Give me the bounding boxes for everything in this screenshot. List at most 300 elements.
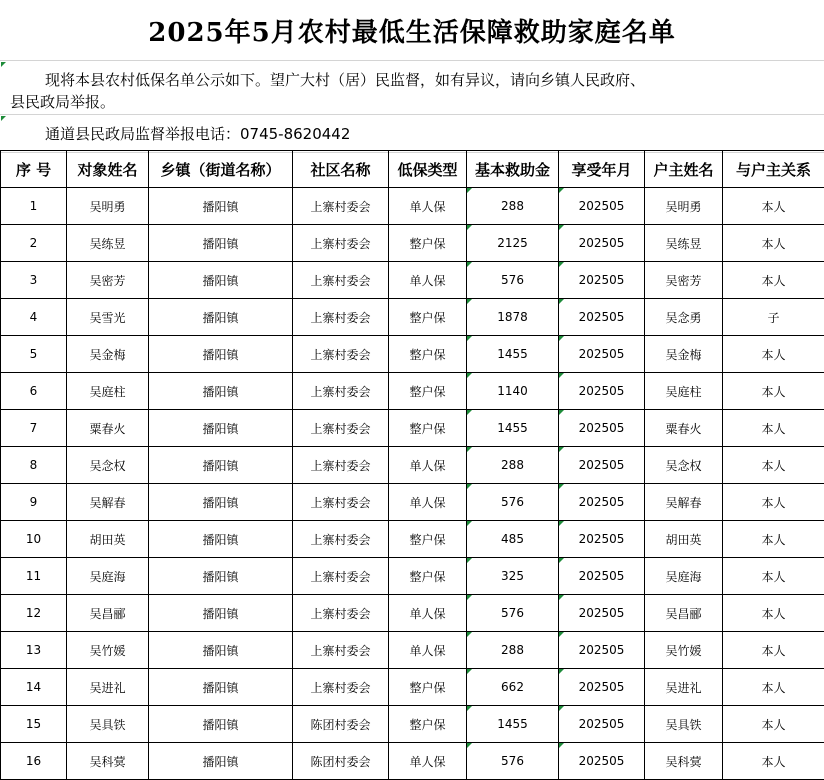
cell-text: 本人: [761, 347, 786, 362]
cell-householder[interactable]: [645, 410, 723, 447]
cell-text: 吴练昱: [665, 236, 702, 251]
cell-month[interactable]: [559, 188, 645, 225]
cell-text: 播阳镇: [202, 347, 239, 362]
cell-text: 202505: [578, 606, 625, 620]
cell-seq-no[interactable]: [1, 188, 67, 225]
cell-text: 陈团村委会: [310, 717, 371, 732]
cell-text: 7: [29, 421, 38, 435]
cell-community[interactable]: [293, 410, 389, 447]
cell-month[interactable]: [559, 299, 645, 336]
cell-relation[interactable]: [723, 632, 824, 669]
cell-text: 上寨村委会: [310, 421, 371, 436]
cell-seq-no[interactable]: [1, 447, 67, 484]
cell-recipient-name[interactable]: [67, 595, 149, 632]
cell-seq-no[interactable]: [1, 743, 67, 780]
cell-householder[interactable]: [645, 447, 723, 484]
cell-text: 吴解春: [89, 495, 126, 510]
cell-aid-type[interactable]: [389, 373, 467, 410]
recipient-table: [0, 150, 824, 780]
cell-township[interactable]: [149, 225, 293, 262]
cell-text: 吴进礼: [89, 680, 126, 695]
cell-text: 10: [25, 532, 42, 546]
cell-text: 吴昌郦: [89, 606, 126, 621]
cell-householder[interactable]: [645, 336, 723, 373]
title-row: [0, 0, 824, 61]
cell-township[interactable]: [149, 595, 293, 632]
cell-aid-type[interactable]: [389, 521, 467, 558]
cell-text: 本人: [761, 643, 786, 658]
table-row: [1, 743, 824, 780]
cell-text: 整户保: [409, 347, 446, 362]
cell-text: 6: [29, 384, 38, 398]
table-row: [1, 595, 824, 632]
cell-text: 上寨村委会: [310, 643, 371, 658]
cell-text: 576: [501, 495, 524, 509]
cell-month[interactable]: [559, 669, 645, 706]
notice-line-2: 县民政局举报。: [10, 93, 116, 111]
cell-recipient-name[interactable]: [67, 410, 149, 447]
cell-householder[interactable]: [645, 299, 723, 336]
cell-text: 202505: [578, 273, 625, 287]
cell-aid-type[interactable]: [389, 410, 467, 447]
cell-basic-allowance[interactable]: [467, 373, 559, 410]
cell-aid-type[interactable]: [389, 743, 467, 780]
cell-basic-allowance[interactable]: [467, 521, 559, 558]
cell-community[interactable]: [293, 188, 389, 225]
cell-text: 202505: [578, 717, 625, 731]
cell-month[interactable]: [559, 632, 645, 669]
cell-text: 粟春火: [89, 421, 126, 436]
cell-seq-no[interactable]: [1, 262, 67, 299]
cell-text: 播阳镇: [202, 680, 239, 695]
cell-seq-no[interactable]: [1, 299, 67, 336]
cell-recipient-name[interactable]: [67, 669, 149, 706]
cell-basic-allowance[interactable]: [467, 447, 559, 484]
cell-text: 吴竹媛: [89, 643, 126, 658]
cell-relation[interactable]: [723, 225, 824, 262]
column-header-recipient-name[interactable]: 对象姓名: [67, 151, 149, 188]
cell-aid-type[interactable]: [389, 188, 467, 225]
cell-basic-allowance[interactable]: [467, 743, 559, 780]
number-as-text-marker-icon: [467, 669, 472, 674]
cell-text: 本人: [761, 236, 786, 251]
cell-relation[interactable]: [723, 743, 824, 780]
cell-seq-no[interactable]: [1, 669, 67, 706]
cell-text: 单人保: [409, 199, 446, 214]
cell-recipient-name[interactable]: [67, 706, 149, 743]
phone-cell[interactable]: [0, 115, 824, 153]
cell-householder[interactable]: [645, 669, 723, 706]
cell-recipient-name[interactable]: [67, 743, 149, 780]
cell-householder[interactable]: [645, 558, 723, 595]
cell-township[interactable]: [149, 521, 293, 558]
number-as-text-marker-icon: [467, 410, 472, 415]
cell-text: 上寨村委会: [310, 495, 371, 510]
cell-text: 播阳镇: [202, 606, 239, 621]
cell-recipient-name[interactable]: [67, 558, 149, 595]
number-as-text-marker-icon: [559, 410, 564, 415]
cell-recipient-name[interactable]: [67, 373, 149, 410]
cell-text: 202505: [578, 532, 625, 546]
cell-text: 播阳镇: [202, 236, 239, 251]
cell-township[interactable]: [149, 484, 293, 521]
table-row: [1, 188, 824, 225]
cell-seq-no[interactable]: [1, 632, 67, 669]
column-header-basic-allowance[interactable]: 基本救助金: [467, 151, 559, 188]
cell-month[interactable]: [559, 558, 645, 595]
cell-text: 播阳镇: [202, 754, 239, 769]
cell-relation[interactable]: [723, 558, 824, 595]
number-as-text-marker-icon: [467, 188, 472, 193]
cell-relation[interactable]: [723, 595, 824, 632]
cell-township[interactable]: [149, 632, 293, 669]
cell-township[interactable]: [149, 188, 293, 225]
cell-householder[interactable]: [645, 373, 723, 410]
cell-text: 3: [29, 273, 38, 287]
cell-text: 吴解春: [665, 495, 702, 510]
cell-community[interactable]: [293, 373, 389, 410]
cell-text: 吴科蓂: [665, 754, 702, 769]
table-row: [1, 706, 824, 743]
cell-text: 胡田英: [665, 532, 702, 547]
number-as-text-marker-icon: [559, 669, 564, 674]
cell-month[interactable]: [559, 262, 645, 299]
cell-seq-no[interactable]: [1, 484, 67, 521]
cell-text: 4: [29, 310, 38, 324]
cell-seq-no[interactable]: [1, 373, 67, 410]
table-row: [1, 669, 824, 706]
cell-text: 本人: [761, 717, 786, 732]
page-title: 2025年5月农村最低生活保障救助家庭名单: [148, 17, 676, 48]
cell-recipient-name[interactable]: [67, 225, 149, 262]
cell-text: 202505: [578, 199, 625, 213]
cell-text: 2125: [497, 236, 528, 250]
cell-basic-allowance[interactable]: [467, 410, 559, 447]
cell-aid-type[interactable]: [389, 447, 467, 484]
cell-community[interactable]: [293, 632, 389, 669]
cell-text: 上寨村委会: [310, 199, 371, 214]
cell-text: 16: [25, 754, 42, 768]
number-as-text-marker-icon: [559, 262, 564, 267]
cell-text: 吴科蓂: [89, 754, 126, 769]
column-header-aid-type[interactable]: 低保类型: [389, 151, 467, 188]
cell-basic-allowance[interactable]: [467, 484, 559, 521]
cell-seq-no[interactable]: [1, 336, 67, 373]
cell-text: 288: [501, 458, 524, 472]
cell-text: 202505: [578, 347, 625, 361]
cell-seq-no[interactable]: [1, 558, 67, 595]
cell-relation[interactable]: [723, 299, 824, 336]
cell-text: 576: [501, 754, 524, 768]
cell-aid-type[interactable]: [389, 595, 467, 632]
cell-text: 吴练昱: [89, 236, 126, 251]
cell-text: 吴念权: [89, 458, 126, 473]
cell-seq-no[interactable]: [1, 595, 67, 632]
cell-aid-type[interactable]: [389, 706, 467, 743]
cell-relation[interactable]: [723, 410, 824, 447]
cell-month[interactable]: [559, 410, 645, 447]
cell-householder[interactable]: [645, 743, 723, 780]
cell-month[interactable]: [559, 484, 645, 521]
column-header-community[interactable]: 社区名称: [293, 151, 389, 188]
cell-community[interactable]: [293, 225, 389, 262]
cell-township[interactable]: [149, 410, 293, 447]
cell-text: 单人保: [409, 606, 446, 621]
cell-text: 9: [29, 495, 38, 509]
number-as-text-marker-icon: [559, 373, 564, 378]
cell-text: 播阳镇: [202, 495, 239, 510]
number-as-text-marker-icon: [467, 225, 472, 230]
cell-month[interactable]: [559, 521, 645, 558]
cell-text: 播阳镇: [202, 717, 239, 732]
number-as-text-marker-icon: [559, 484, 564, 489]
cell-recipient-name[interactable]: [67, 188, 149, 225]
cell-text: 上寨村委会: [310, 680, 371, 695]
cell-text: 202505: [578, 458, 625, 472]
cell-basic-allowance[interactable]: [467, 706, 559, 743]
number-as-text-marker-icon: [467, 336, 472, 341]
cell-community[interactable]: [293, 595, 389, 632]
cell-township[interactable]: [149, 706, 293, 743]
cell-text: 325: [501, 569, 524, 583]
cell-text: 上寨村委会: [310, 347, 371, 362]
cell-township[interactable]: [149, 299, 293, 336]
cell-text: 吴密芳: [665, 273, 702, 288]
cell-month[interactable]: [559, 595, 645, 632]
cell-community[interactable]: [293, 336, 389, 373]
cell-householder[interactable]: [645, 225, 723, 262]
cell-text: 288: [501, 199, 524, 213]
cell-community[interactable]: [293, 447, 389, 484]
cell-relation[interactable]: [723, 262, 824, 299]
table-row: [1, 521, 824, 558]
cell-text: 播阳镇: [202, 643, 239, 658]
table-row: [1, 484, 824, 521]
cell-month[interactable]: [559, 225, 645, 262]
cell-householder[interactable]: [645, 595, 723, 632]
number-as-text-marker-icon: [467, 447, 472, 452]
cell-basic-allowance[interactable]: [467, 595, 559, 632]
cell-text: 单人保: [409, 458, 446, 473]
cell-text: 本人: [761, 606, 786, 621]
column-header-township[interactable]: 乡镇（街道名称）: [149, 151, 293, 188]
cell-recipient-name[interactable]: [67, 299, 149, 336]
cell-text: 本人: [761, 754, 786, 769]
cell-text: 吴庭海: [665, 569, 702, 584]
cell-text: 播阳镇: [202, 199, 239, 214]
cell-recipient-name[interactable]: [67, 336, 149, 373]
cell-text: 1878: [497, 310, 528, 324]
number-as-text-marker-icon: [467, 558, 472, 563]
cell-text: 粟春火: [665, 421, 702, 436]
cell-text: 播阳镇: [202, 421, 239, 436]
number-as-text-marker-icon: [467, 484, 472, 489]
cell-relation[interactable]: [723, 447, 824, 484]
table-row: [1, 225, 824, 262]
cell-relation[interactable]: [723, 484, 824, 521]
cell-text: 本人: [761, 421, 786, 436]
cell-text: 本人: [761, 273, 786, 288]
cell-relation[interactable]: [723, 521, 824, 558]
cell-recipient-name[interactable]: [67, 262, 149, 299]
cell-text: 202505: [578, 236, 625, 250]
cell-month[interactable]: [559, 336, 645, 373]
cell-community[interactable]: [293, 299, 389, 336]
cell-text: 吴明勇: [665, 199, 702, 214]
cell-seq-no[interactable]: [1, 706, 67, 743]
table-row: [1, 632, 824, 669]
number-as-text-marker-icon: [559, 336, 564, 341]
number-as-text-marker-icon: [467, 299, 472, 304]
cell-relation[interactable]: [723, 373, 824, 410]
cell-householder[interactable]: [645, 188, 723, 225]
cell-aid-type[interactable]: [389, 669, 467, 706]
table-body: [1, 188, 824, 780]
cell-text: 202505: [578, 421, 625, 435]
cell-text: 播阳镇: [202, 384, 239, 399]
cell-township[interactable]: [149, 669, 293, 706]
number-as-text-marker-icon: [467, 521, 472, 526]
cell-relation[interactable]: [723, 336, 824, 373]
cell-householder[interactable]: [645, 262, 723, 299]
cell-basic-allowance[interactable]: [467, 262, 559, 299]
table-row: [1, 373, 824, 410]
cell-township[interactable]: [149, 262, 293, 299]
cell-text: 整户保: [409, 236, 446, 251]
cell-basic-allowance[interactable]: [467, 225, 559, 262]
cell-text: 662: [501, 680, 524, 694]
cell-text: 整户保: [409, 532, 446, 547]
cell-seq-no[interactable]: [1, 410, 67, 447]
cell-text: 播阳镇: [202, 458, 239, 473]
cell-community[interactable]: [293, 558, 389, 595]
cell-basic-allowance[interactable]: [467, 669, 559, 706]
cell-relation[interactable]: [723, 669, 824, 706]
notice-line-1: 现将本县农村低保名单公示如下。望广大村（居）民监督，如有异议，请向乡镇人民政府、: [45, 71, 646, 89]
cell-community[interactable]: [293, 706, 389, 743]
cell-householder[interactable]: [645, 632, 723, 669]
comment-marker-icon: [1, 116, 6, 121]
cell-text: 吴金梅: [89, 347, 126, 362]
cell-text: 吴庭柱: [89, 384, 126, 399]
column-header-month[interactable]: 享受年月: [559, 151, 645, 188]
cell-text: 上寨村委会: [310, 310, 371, 325]
cell-text: 吴竹媛: [665, 643, 702, 658]
column-header-householder[interactable]: 户主姓名: [645, 151, 723, 188]
cell-community[interactable]: [293, 743, 389, 780]
cell-text: 播阳镇: [202, 310, 239, 325]
cell-community[interactable]: [293, 484, 389, 521]
cell-recipient-name[interactable]: [67, 484, 149, 521]
cell-month[interactable]: [559, 706, 645, 743]
cell-recipient-name[interactable]: [67, 447, 149, 484]
cell-aid-type[interactable]: [389, 225, 467, 262]
cell-text: 单人保: [409, 495, 446, 510]
cell-text: 吴金梅: [665, 347, 702, 362]
cell-text: 14: [25, 680, 42, 694]
number-as-text-marker-icon: [559, 632, 564, 637]
number-as-text-marker-icon: [467, 262, 472, 267]
cell-text: 吴庭柱: [665, 384, 702, 399]
cell-text: 485: [501, 532, 524, 546]
cell-text: 子: [767, 310, 780, 325]
cell-text: 576: [501, 606, 524, 620]
cell-township[interactable]: [149, 373, 293, 410]
cell-relation[interactable]: [723, 706, 824, 743]
cell-text: 2: [29, 236, 38, 250]
cell-text: 202505: [578, 495, 625, 509]
cell-text: 吴昌郦: [665, 606, 702, 621]
number-as-text-marker-icon: [559, 447, 564, 452]
cell-community[interactable]: [293, 521, 389, 558]
cell-householder[interactable]: [645, 484, 723, 521]
cell-aid-type[interactable]: [389, 484, 467, 521]
number-as-text-marker-icon: [559, 188, 564, 193]
cell-householder[interactable]: [645, 706, 723, 743]
cell-aid-type[interactable]: [389, 299, 467, 336]
table-row: [1, 299, 824, 336]
cell-text: 202505: [578, 643, 625, 657]
column-header-relation[interactable]: 与户主关系: [723, 151, 824, 188]
cell-text: 吴进礼: [665, 680, 702, 695]
cell-recipient-name[interactable]: [67, 521, 149, 558]
cell-month[interactable]: [559, 743, 645, 780]
cell-month[interactable]: [559, 447, 645, 484]
cell-basic-allowance[interactable]: [467, 336, 559, 373]
number-as-text-marker-icon: [559, 706, 564, 711]
cell-aid-type[interactable]: [389, 262, 467, 299]
cell-text: 单人保: [409, 754, 446, 769]
cell-township[interactable]: [149, 558, 293, 595]
number-as-text-marker-icon: [467, 743, 472, 748]
cell-aid-type[interactable]: [389, 336, 467, 373]
cell-text: 本人: [761, 458, 786, 473]
cell-text: 本人: [761, 495, 786, 510]
cell-aid-type[interactable]: [389, 558, 467, 595]
cell-recipient-name[interactable]: [67, 632, 149, 669]
cell-month[interactable]: [559, 373, 645, 410]
cell-text: 本人: [761, 680, 786, 695]
cell-relation[interactable]: [723, 188, 824, 225]
cell-text: 吴念权: [665, 458, 702, 473]
number-as-text-marker-icon: [559, 299, 564, 304]
cell-basic-allowance[interactable]: [467, 632, 559, 669]
cell-text: 5: [29, 347, 38, 361]
cell-basic-allowance[interactable]: [467, 558, 559, 595]
cell-seq-no[interactable]: [1, 225, 67, 262]
cell-householder[interactable]: [645, 521, 723, 558]
cell-basic-allowance[interactable]: [467, 188, 559, 225]
cell-text: 上寨村委会: [310, 384, 371, 399]
cell-community[interactable]: [293, 262, 389, 299]
number-as-text-marker-icon: [467, 632, 472, 637]
column-header-seq-no[interactable]: 序 号: [1, 151, 67, 188]
cell-seq-no[interactable]: [1, 521, 67, 558]
cell-township[interactable]: [149, 743, 293, 780]
cell-aid-type[interactable]: [389, 632, 467, 669]
cell-text: 整户保: [409, 310, 446, 325]
cell-township[interactable]: [149, 336, 293, 373]
cell-community[interactable]: [293, 669, 389, 706]
cell-basic-allowance[interactable]: [467, 299, 559, 336]
cell-text: 上寨村委会: [310, 273, 371, 288]
cell-text: 陈团村委会: [310, 754, 371, 769]
notice-cell[interactable]: [0, 61, 824, 115]
cell-text: 整户保: [409, 569, 446, 584]
cell-text: 1455: [497, 347, 528, 361]
cell-text: 1455: [497, 717, 528, 731]
cell-township[interactable]: [149, 447, 293, 484]
